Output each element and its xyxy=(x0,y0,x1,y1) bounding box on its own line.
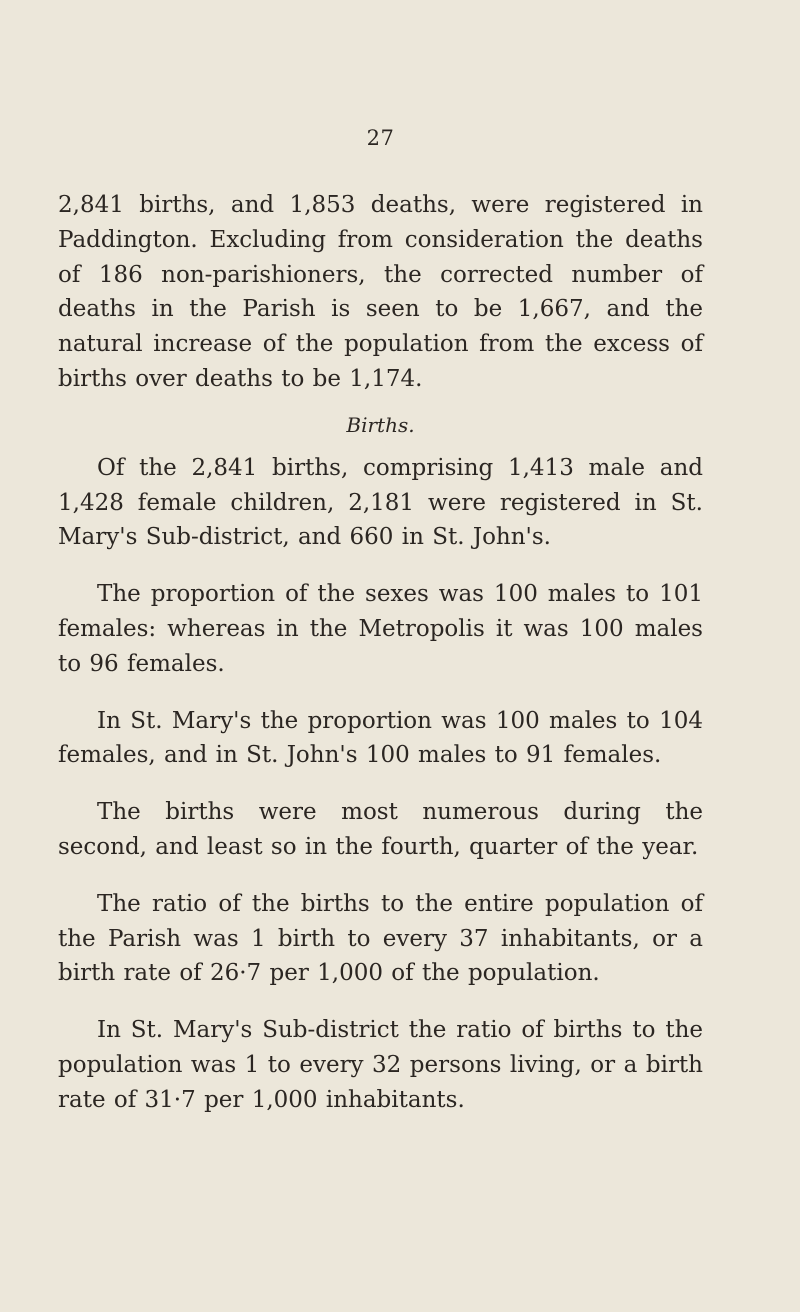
births-paragraph-4: The births were most numerous during the second, and least so in the fourth, quarter of the year. xyxy=(58,799,703,860)
births-paragraph-2: The proportion of the sexes was 100 males to 101 females: whereas in the Metropolis it was 100 males to 96 females. xyxy=(58,581,703,677)
births-paragraph-3: In St. Mary's the proportion was 100 males to 104 females, and in St. John's 100 males to 91 females. xyxy=(58,707,703,769)
births-heading: Births. xyxy=(346,412,415,437)
page-number: 27 xyxy=(366,126,395,150)
births-paragraph-6: In St. Mary's Sub-district the ratio of births to the population was 1 to every 32 persons living, or a birth rate of 31·7 per 1,000 inhabitants. xyxy=(58,1017,703,1113)
intro-paragraph: 2,841 births, and 1,853 deaths, were registered in Paddington. Excluding from consideration the deaths of 186 non-parishioners, the corrected number of deaths in the Parish is seen to be 1,667, and the natural increase of the population from the excess of births over deaths to be 1,174. xyxy=(58,192,703,392)
births-paragraph-5: The ratio of the births to the entire population of the Parish was 1 birth to every 37 inhabitants, or a birth rate of 26·7 per 1,000 of the population. xyxy=(58,890,703,987)
births-paragraph-1: Of the 2,841 births, comprising 1,413 male and 1,428 female children, 2,181 were registered in St. Mary's Sub-district, and 660 in St. John's. xyxy=(58,454,703,551)
